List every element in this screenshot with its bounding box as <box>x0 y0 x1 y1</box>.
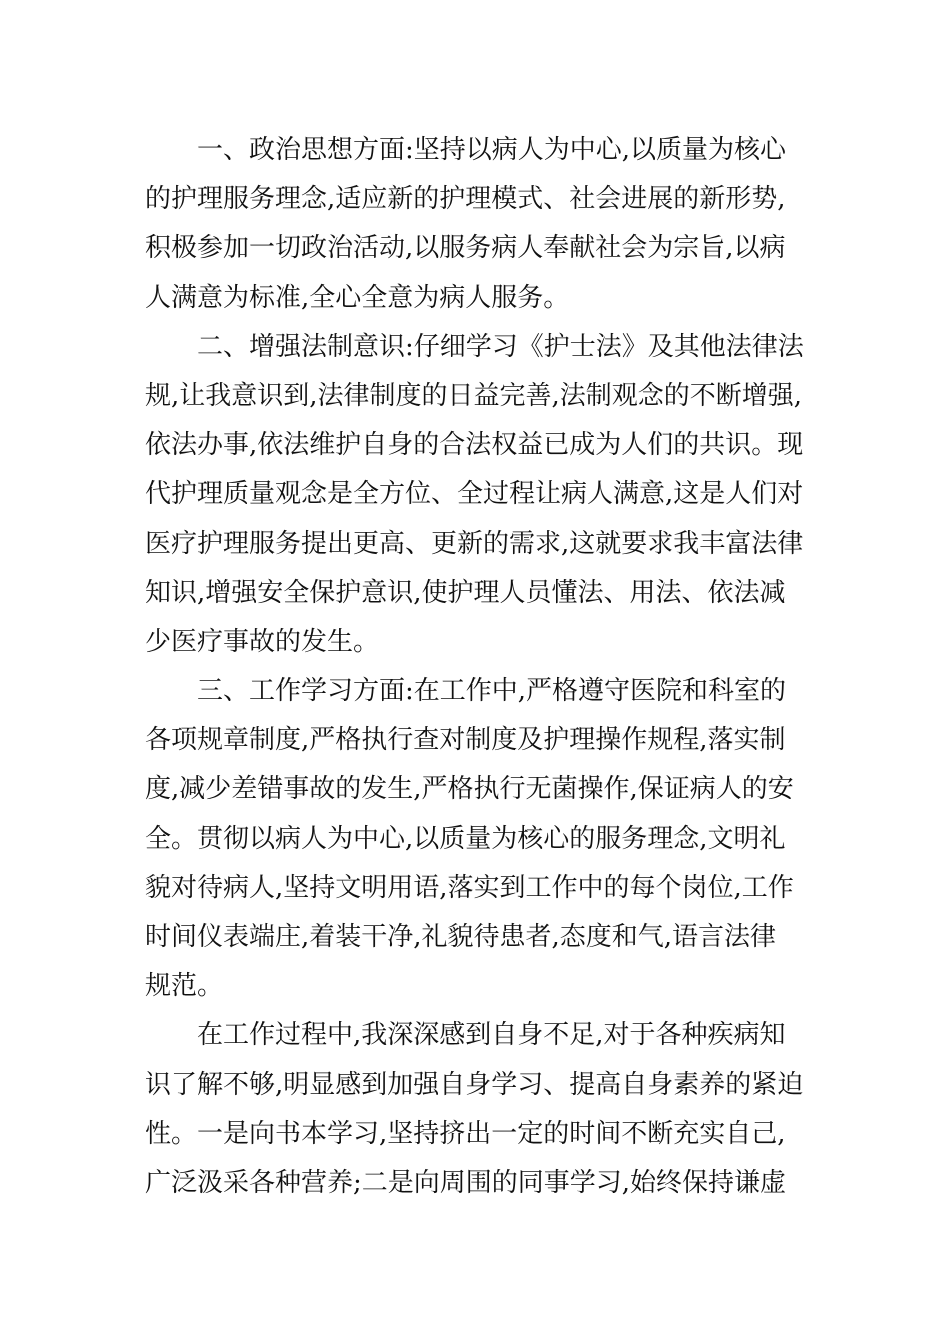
paragraph-work-process <box>145 1011 810 1208</box>
text-line: 全。贯彻以病人为中心,以质量为核心的服务理念,文明礼 <box>145 823 786 854</box>
text-line: 积极参加一切政治活动,以服务病人奉献社会为宗旨,以病 <box>145 233 786 264</box>
text-line: 人满意为标准,全心全意为病人服务。 <box>145 282 570 313</box>
text-line: 在工作过程中,我深深感到自身不足,对于各种疾病知 <box>197 1020 786 1051</box>
text-line: 代护理质量观念是全方位、全过程让病人满意,这是人们对 <box>145 479 804 510</box>
text-line: 规范。 <box>145 971 224 1002</box>
text-line: 时间仪表端庄,着装干净,礼貌待患者,态度和气,语言法律 <box>145 922 777 952</box>
text-line: 医疗护理服务提出更高、更新的需求,这就要求我丰富法律 <box>145 528 804 559</box>
text-line: 知识,增强安全保护意识,使护理人员懂法、用法、依法减 <box>145 577 786 608</box>
text-line: 少医疗事故的发生。 <box>145 626 380 657</box>
paragraph-legal-awareness <box>145 323 810 667</box>
paragraph-work-study <box>145 667 810 1011</box>
text-line: 三、工作学习方面:在工作中,严格遵守医院和科室的 <box>197 676 787 707</box>
text-line: 识了解不够,明显感到加强自身学习、提高自身素养的紧迫 <box>145 1069 804 1100</box>
text-line: 各项规章制度,严格执行查对制度及护理操作规程,落实制 <box>145 725 786 756</box>
text-line: 广泛汲采各种营养;二是向周围的同事学习,始终保持谦虚 <box>145 1167 787 1198</box>
text-line: 貌对待病人,坚持文明用语,落实到工作中的每个岗位,工作 <box>145 872 794 903</box>
text-line: 性。一是向书本学习,坚持挤出一定的时间不断充实自己, <box>145 1118 786 1149</box>
text-line: 的护理服务理念,适应新的护理模式、社会进展的新形势, <box>145 184 786 215</box>
text-line: 一、政治思想方面:坚持以病人为中心,以质量为核心 <box>197 135 787 165</box>
text-line: 依法办事,依法维护自身的合法权益已成为人们的共识。现 <box>145 430 804 461</box>
text-line: 度,减少差错事故的发生,严格执行无菌操作,保证病人的安 <box>145 774 794 805</box>
text-line: 二、增强法制意识:仔细学习《护士法》及其他法律法 <box>197 331 804 362</box>
paragraph-political-thought <box>145 126 810 323</box>
document-body <box>145 126 810 1208</box>
text-line: 规,让我意识到,法律制度的日益完善,法制观念的不断增强, <box>145 380 803 411</box>
